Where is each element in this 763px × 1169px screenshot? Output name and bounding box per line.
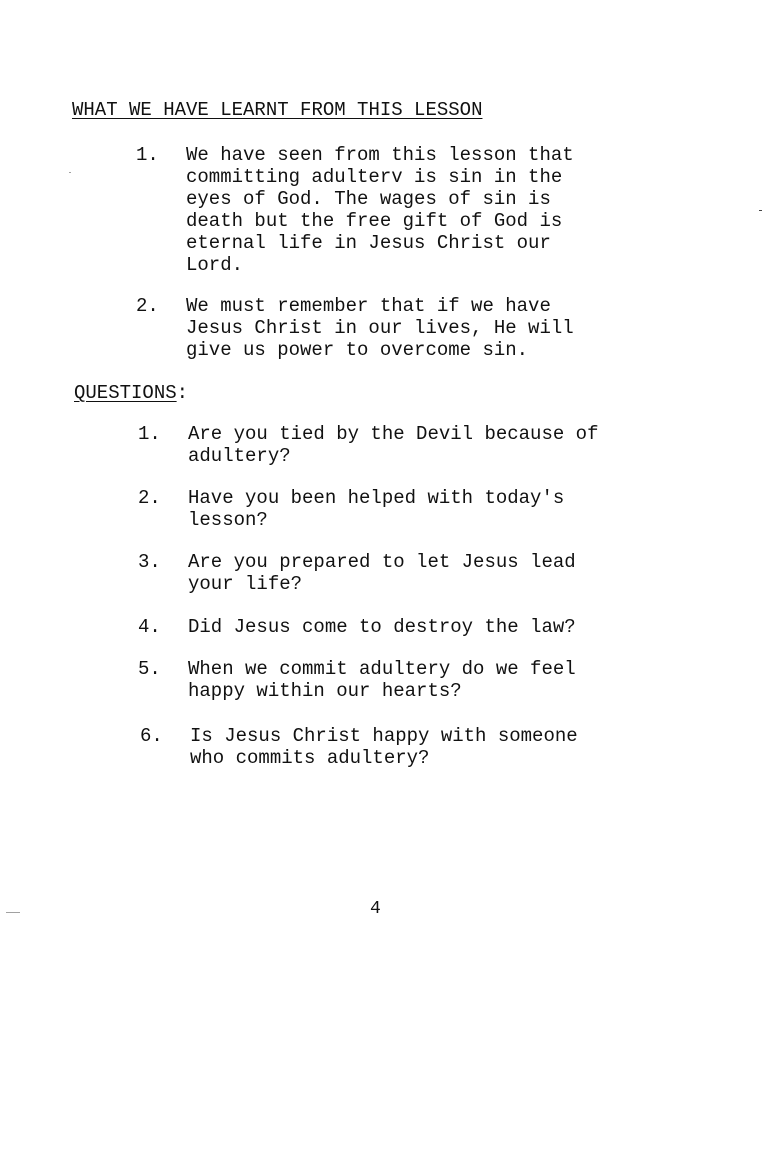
question-line: who commits adultery?: [190, 747, 430, 769]
question-item-2: [138, 487, 564, 531]
question-number: 6.: [140, 725, 163, 747]
question-line: Are you prepared to let Jesus lead: [188, 551, 576, 573]
question-line: Is Jesus Christ happy with someone: [190, 725, 578, 747]
summary-item-line: Lord.: [186, 254, 244, 276]
scan-speck: [6, 912, 20, 913]
question-number: 5.: [138, 658, 161, 680]
question-line: happy within our hearts?: [188, 680, 462, 702]
question-number: 3.: [138, 551, 161, 573]
question-item-3: [138, 551, 576, 595]
summary-item-line: We must remember that if we have: [186, 295, 551, 317]
summary-item-number: 2.: [136, 295, 159, 317]
summary-item-line: Jesus Christ in our lives, He will: [186, 317, 574, 339]
summary-item-2: [136, 295, 574, 361]
summary-item-line: eternal life in Jesus Christ our: [186, 232, 551, 254]
question-item-5: [138, 658, 576, 702]
questions-heading: QUESTIONS: [74, 382, 177, 404]
summary-item-line: committing adulterv is sin in the: [186, 166, 563, 188]
question-line: your life?: [188, 573, 303, 595]
summary-item-line: eyes of God. The wages of sin is: [186, 188, 551, 210]
question-number: 4.: [138, 616, 161, 638]
questions-heading-row: [74, 382, 188, 404]
question-number: 1.: [138, 423, 161, 445]
question-line: Are you tied by the Devil because of: [188, 423, 599, 445]
question-line: When we commit adultery do we feel: [188, 658, 576, 680]
question-item-6: [140, 725, 578, 769]
page-number: 4: [370, 899, 381, 919]
question-item-4: [138, 616, 576, 638]
summary-item-line: We have seen from this lesson that: [186, 144, 574, 166]
question-line: Have you been helped with today's: [188, 487, 565, 509]
question-line: Did Jesus come to destroy the law?: [188, 616, 576, 638]
question-line: lesson?: [188, 509, 268, 531]
question-item-1: [138, 423, 598, 467]
summary-item-line: give us power to overcome sin.: [186, 339, 529, 361]
summary-item-line: death but the free gift of God is: [186, 210, 563, 232]
question-line: adultery?: [188, 445, 291, 467]
summary-item-1: [136, 144, 574, 276]
scan-speck: [69, 172, 71, 173]
summary-heading: WHAT WE HAVE LEARNT FROM THIS LESSON: [72, 99, 483, 121]
summary-item-number: 1.: [136, 144, 159, 166]
question-number: 2.: [138, 487, 161, 509]
questions-heading-colon: :: [176, 382, 189, 404]
scan-speck: [759, 210, 762, 211]
